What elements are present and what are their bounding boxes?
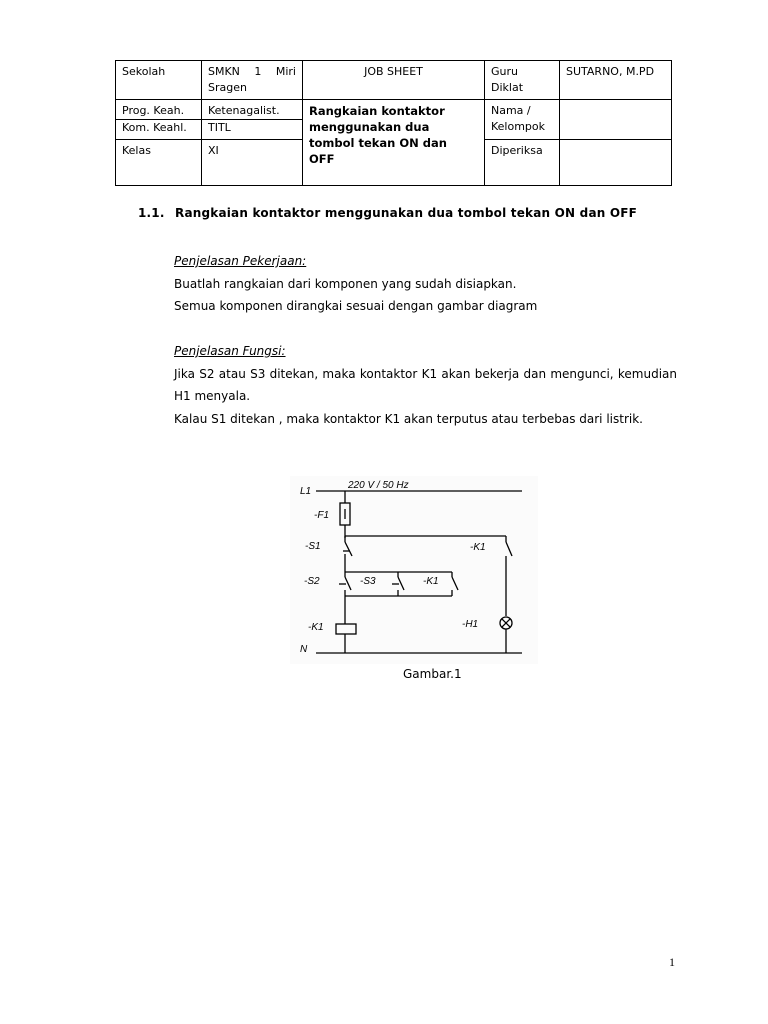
section-heading (138, 206, 637, 220)
k1-holding-label: -K1 (423, 576, 439, 587)
nama-kelompok-label (485, 100, 560, 140)
prog-kom-labels (116, 100, 202, 140)
l1-label: L1 (300, 486, 312, 497)
s3-label: -S3 (360, 576, 376, 587)
kelas-label: Kelas (116, 140, 202, 186)
k1-contact-label: -K1 (470, 542, 486, 553)
h1-label: -H1 (462, 619, 479, 630)
job-title (303, 100, 485, 186)
penjelasan-pekerjaan-heading: Penjelasan Pekerjaan: (174, 254, 307, 268)
prog-label: Prog. Keah. (122, 104, 185, 117)
s2-label: -S2 (304, 576, 320, 587)
kelas-value: XI (202, 140, 303, 186)
kom-value: TITL (202, 119, 302, 136)
n-label: N (300, 644, 308, 655)
sekolah-value-line2: Sragen (208, 81, 247, 94)
diperiksa-label: Diperiksa (485, 140, 560, 186)
nama-label: Nama / (491, 104, 531, 117)
sekolah-label: Sekolah (116, 61, 202, 100)
job-title-line4: OFF (309, 152, 335, 166)
nama-kelompok-value (560, 100, 672, 140)
guru-label: Guru Diklat (485, 61, 560, 100)
pekerjaan-line1: Buatlah rangkaian dari komponen yang sudah disiapkan. (174, 276, 517, 291)
sekolah-value-line1: SMKN 1 Miri (208, 65, 296, 78)
figure-caption: Gambar.1 (403, 667, 462, 681)
penjelasan-pekerjaan (174, 250, 677, 318)
section-title: Rangkaian kontaktor menggunakan dua tombol tekan ON dan OFF (175, 206, 638, 220)
job-title-line1: Rangkaian kontaktor (309, 104, 445, 118)
supply-label: 220 V / 50 Hz (348, 480, 409, 491)
job-title-line3: tombol tekan ON dan (309, 136, 447, 150)
k1-coil (336, 624, 356, 634)
section-number: 1.1. (138, 206, 165, 220)
fungsi-para2: Kalau S1 ditekan , maka kontaktor K1 akan terputus atau terbebas dari listrik. (174, 411, 643, 426)
k1-coil-label: -K1 (308, 622, 324, 633)
k1-holding-contact (452, 577, 458, 590)
penjelasan-fungsi-heading: Penjelasan Fungsi: (174, 344, 286, 358)
diperiksa-value (560, 140, 672, 186)
job-title-line2: menggunakan dua (309, 120, 430, 134)
sekolah-value (202, 61, 303, 100)
k1-contact (506, 542, 512, 556)
page-number: 1 (669, 955, 675, 969)
penjelasan-fungsi (174, 340, 677, 430)
prog-kom-values (202, 100, 303, 140)
kom-label: Kom. Keahl. (116, 119, 201, 136)
job-sheet-label: JOB SHEET (303, 61, 485, 100)
guru-value: SUTARNO, M.PD (560, 61, 672, 100)
circuit-diagram (290, 476, 538, 664)
f1-label: -F1 (314, 510, 329, 521)
header-table (115, 60, 672, 186)
prog-value: Ketenagalist. (208, 104, 280, 117)
fungsi-para1: Jika S2 atau S3 ditekan, maka kontaktor K1 akan bekerja dan mengunci, kemudian H1 menyala. (174, 366, 677, 403)
s1-contact (345, 542, 352, 556)
kelompok-label: Kelompok (491, 120, 546, 133)
pekerjaan-line2: Semua komponen dirangkai sesuai dengan gambar diagram (174, 299, 538, 313)
s1-label: -S1 (305, 541, 321, 552)
